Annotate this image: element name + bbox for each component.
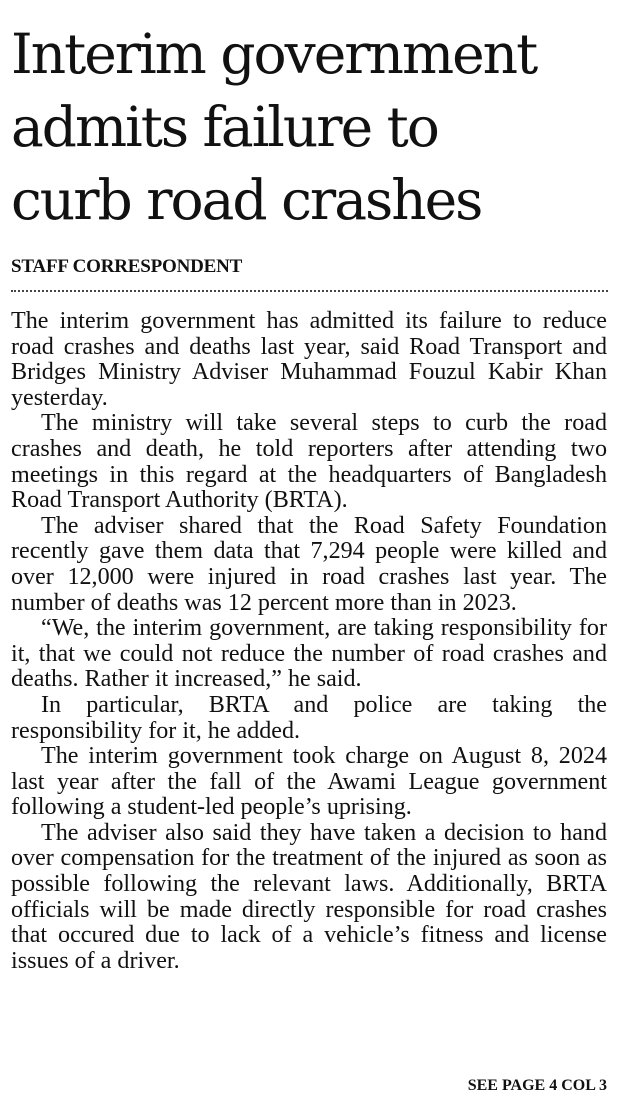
body-paragraph: The interim government took charge on August 8, 2024 last year after the fall of the Awami League government following a student-led people’s uprising. [11,743,607,821]
body-paragraph: “We, the interim government, are taking responsibility for it, that we could not reduce the number of road crashes and deaths. Rather it increased,” he said. [11,615,607,693]
headline-line: curb road crashes [11,168,482,232]
body-paragraph: The adviser shared that the Road Safety Foundation recently gave them data that 7,294 people were killed and over 12,000 were injured in road crashes last year. The number of deaths was 12 percent more than in 2023. [11,512,607,616]
dotted-divider [11,290,608,292]
continued-on-page: SEE PAGE 4 COL 3 [467,1077,607,1094]
headline-line: admits failure to [11,95,438,159]
headline-line: Interim government [11,22,537,86]
body-paragraph: The adviser also said they have taken a decision to hand over compensation for the treatment of the injured as soon as possible following the relevant laws. Additionally, BRTA officials will be made directly responsible for road crashes that occured due to lack of a vehicle’s fitness and license issues of a driver. [11,819,607,974]
byline: STAFF CORRESPONDENT [11,256,243,277]
body-paragraph: The ministry will take several steps to curb the road crashes and death, he told reporters after attending two meetings in this regard at the headquarters of Bangladesh Road Transport Authority (BRTA). [11,410,607,514]
headline [11,18,611,237]
body-paragraph: The interim government has admitted its failure to reduce road crashes and deaths last year, said Road Transport and Bridges Ministry Adviser Muhammad Fouzul Kabir Khan yesterday. [11,308,607,411]
body-paragraph: In particular, BRTA and police are taking the responsibility for it, he added. [11,691,607,744]
article-body [11,309,607,974]
